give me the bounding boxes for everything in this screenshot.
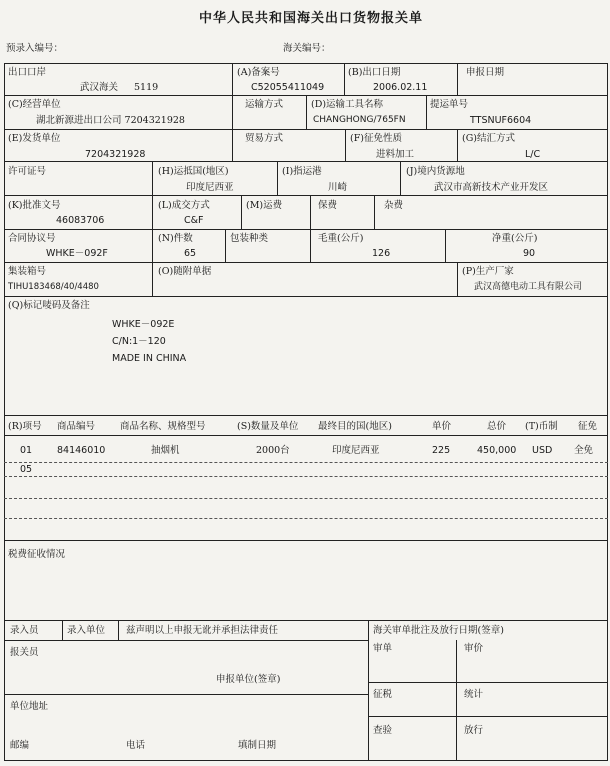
operator-label: (C)经营单位 — [8, 99, 61, 110]
gross-value: 126 — [372, 248, 391, 259]
pieces-label: (N)件数 — [158, 233, 193, 244]
contract-value: WHKE－092F — [46, 248, 108, 259]
vehicle-label: (D)运输工具名称 — [311, 99, 384, 110]
contract-label: 合同协议号 — [8, 233, 56, 244]
phone-label: 电话 — [126, 740, 146, 751]
marks-line-3: MADE IN CHINA — [112, 353, 187, 364]
levy-nature-value: 进料加工 — [376, 149, 415, 160]
marks-label: (Q)标记唛码及备注 — [8, 300, 90, 311]
pre-entry-no-label: 预录入编号： — [6, 43, 64, 54]
tax-label: 税费征收情况 — [8, 549, 66, 560]
license-label: 许可证号 — [8, 166, 47, 177]
goods-header-code: 商品编号 — [57, 421, 96, 432]
export-port-value: 武汉海关 — [80, 82, 119, 93]
bill-no-value: TTSNUF6604 — [470, 115, 532, 126]
dest-port-label: (I)指运港 — [282, 166, 322, 177]
maker-label: (P)生产厂家 — [462, 266, 514, 277]
inspection-label: 查验 — [373, 725, 393, 736]
record-no-label: (A)备案号 — [237, 67, 280, 78]
customs-no-label: 海关编号： — [283, 43, 331, 54]
approval-label: (K)批准文号 — [8, 200, 61, 211]
goods-row-total: 450,000 — [477, 445, 517, 456]
release-label: 放行 — [464, 725, 484, 736]
net-label: 净重(公斤) — [492, 233, 538, 244]
entry-clerk-label: 录入员 — [10, 625, 39, 636]
goods-header-item: (R)项号 — [8, 421, 42, 432]
form-title: 中华人民共和国海关出口货物报关单 — [199, 11, 424, 26]
settlement-value: L/C — [525, 149, 541, 160]
export-port-code: 5119 — [134, 82, 159, 93]
goods-row-dest: 印度尼西亚 — [332, 445, 380, 456]
package-label: 包装种类 — [230, 233, 269, 244]
container-label: 集装箱号 — [8, 266, 47, 277]
dest-port-value: 川崎 — [328, 182, 348, 193]
operator-value: 湖北新源进出口公司 7204321928 — [36, 115, 185, 126]
dest-country-value: 印度尼西亚 — [186, 182, 234, 193]
settlement-label: (G)结汇方式 — [462, 133, 516, 144]
customs-approval-label: 海关审单批注及放行日期(签章) — [373, 625, 504, 636]
deal-mode-label: (L)成交方式 — [158, 200, 210, 211]
entry-unit-label: 录入单位 — [67, 625, 106, 636]
export-port-label: 出口口岸 — [8, 67, 47, 78]
goods-row-item-2: 05 — [20, 464, 33, 475]
declare-date-label: 申报日期 — [466, 67, 505, 78]
export-date-value: 2006.02.11 — [373, 82, 428, 93]
levy-label: 征税 — [373, 689, 393, 700]
trade-mode-label: 贸易方式 — [245, 133, 284, 144]
goods-header-currency: (T)币制 — [525, 421, 558, 432]
gross-label: 毛重(公斤) — [318, 233, 364, 244]
vehicle-value: CHANGHONG/765FN — [313, 115, 406, 125]
declare-unit-label: 申报单位(签章) — [216, 674, 281, 685]
insurance-label: 保费 — [318, 200, 338, 211]
consignor-label: (E)发货单位 — [8, 133, 61, 144]
marks-line-1: WHKE－092E — [112, 319, 175, 330]
goods-row-name: 抽烟机 — [151, 445, 180, 456]
record-no-value: C52055411049 — [251, 82, 325, 93]
goods-row-currency: USD — [532, 445, 553, 456]
goods-header-name: 商品名称、规格型号 — [120, 421, 206, 432]
deal-mode-value: C&F — [184, 215, 204, 226]
approval-value: 46083706 — [56, 215, 105, 226]
source-value: 武汉市高新技术产业开发区 — [434, 182, 549, 193]
goods-row-price: 225 — [432, 445, 451, 456]
container-value: TIHU183468/40/4480 — [8, 282, 99, 292]
goods-row-levy: 全免 — [574, 445, 594, 456]
pricing-label: 审价 — [464, 643, 484, 654]
goods-row-qty: 2000台 — [256, 445, 290, 456]
levy-nature-label: (F)征免性质 — [350, 133, 403, 144]
goods-header-total: 总价 — [487, 421, 507, 432]
marks-line-2: C/N:1－120 — [112, 336, 166, 347]
goods-header-levy: 征免 — [578, 421, 598, 432]
fill-date-label: 填制日期 — [238, 740, 277, 751]
misc-label: 杂费 — [384, 200, 404, 211]
review-label: 审单 — [373, 643, 393, 654]
goods-header-qty: (S)数量及单位 — [237, 421, 299, 432]
declaration-text: 兹声明以上申报无讹并承担法律责任 — [126, 625, 279, 636]
export-date-label: (B)出口日期 — [348, 67, 401, 78]
goods-header-dest: 最终目的国(地区) — [318, 421, 392, 432]
goods-row-item: 01 — [20, 445, 33, 456]
maker-value: 武汉高德电动工具有限公司 — [474, 282, 583, 292]
transport-mode-label: 运输方式 — [245, 99, 284, 110]
unit-address-label: 单位地址 — [10, 701, 49, 712]
freight-label: (M)运费 — [246, 200, 283, 211]
goods-row-code: 84146010 — [57, 445, 106, 456]
dest-country-label: (H)运抵国(地区) — [158, 166, 229, 177]
postcode-label: 邮编 — [10, 740, 30, 751]
goods-header-price: 单价 — [432, 421, 452, 432]
pieces-value: 65 — [184, 248, 197, 259]
net-value: 90 — [523, 248, 536, 259]
docs-label: (O)随附单据 — [158, 266, 212, 277]
consignor-value: 7204321928 — [85, 149, 146, 160]
bill-no-label: 提运单号 — [430, 99, 469, 110]
source-label: (J)境内货源地 — [406, 166, 465, 177]
declarant-label: 报关员 — [10, 647, 39, 658]
statistics-label: 统计 — [464, 689, 484, 700]
